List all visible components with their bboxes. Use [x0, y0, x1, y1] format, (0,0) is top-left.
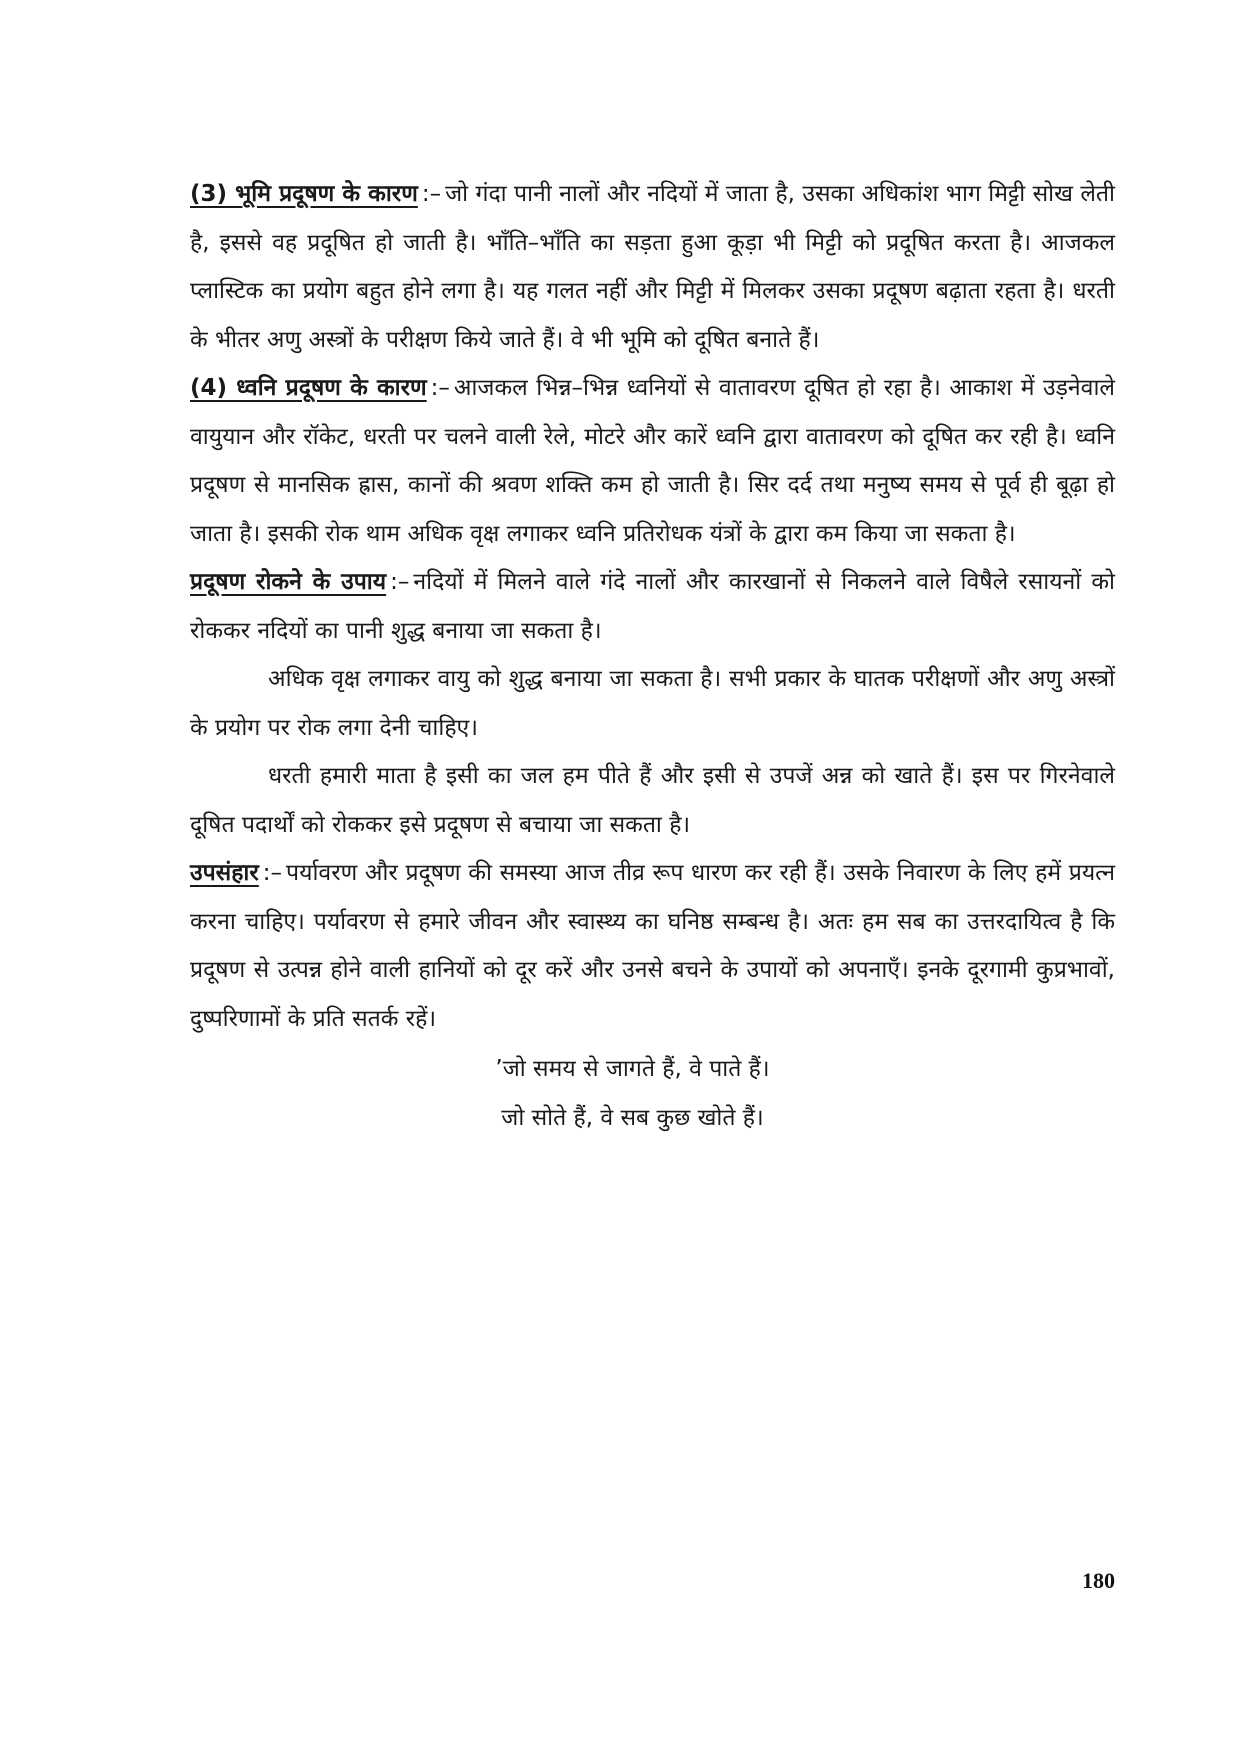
conclusion-text: पर्यावरण और प्रदूषण की समस्या आज तीव्र रूप धारण कर रही हैं। उसके निवारण के लिए हमें प्रयत्न करना चाहिए। पर्यावरण से हमारे जीवन और स्वास्थ्य का घनिष्ठ सम्बन्ध है। अतः हम सब का उत्तरदायित्व है कि प्रदूषण से उत्पन्न होने वाली हानियों को दूर करें और उनसे बचने के उपायों को अपनाएँ। इनके दूरगामी कुप्रभावों, दुष्परिणामों के प्रति सतर्क रहें।	[190, 860, 1115, 1032]
closing-couplet	[190, 1045, 1115, 1142]
prevention-text: नदियों में मिलने वाले गंदे नालों और कारखानों से निकलने वाले विषैले रसायनों को रोककर नदियों का पानी शुद्ध बनाया जा सकता है।	[190, 569, 1115, 644]
couplet-line-2: जो सोते हैं, वे सब कुछ खोते हैं।	[501, 1104, 764, 1131]
heading-separator: :–	[390, 569, 410, 595]
heading-separator: :–	[421, 181, 442, 207]
conclusion-paragraph	[190, 849, 1115, 1043]
noise-pollution-text: आजकल भिन्न–भिन्न ध्वनियों से वातावरण दूषित हो रहा है। आकाश में उड़नेवाले वायुयान और रॉकेट, धरती पर चलने वाली रेले, मोटरे और कारें ध्वनि द्वारा वातावरण को दूषित कर रही है। ध्वनि प्रदूषण से मानसिक ह्रास, कानों की श्रवण शक्ति कम हो जाती है। सिर दर्द तथा मनुष्य समय से पूर्व ही बूढ़ा हो जाता है। इसकी रोक थाम अधिक वृक्ष लगाकर ध्वनि प्रतिरोधक यंत्रों के द्वारा कम किया जा सकता है।	[190, 375, 1115, 547]
page-number: 180	[1082, 1568, 1115, 1593]
land-pollution-paragraph	[190, 170, 1115, 364]
land-pollution-heading: (3) भूमि प्रदूषण के कारण	[190, 181, 418, 207]
land-pollution-text: जो गंदा पानी नालों और नदियों में जाता है, उसका अधिकांश भाग मिट्टी सोख लेती है, इससे वह प्रदूषित हो जाती है। भाँति–भाँति का सड़ता हुआ कूड़ा भी मिट्टी को प्रदूषित करता है। आजकल प्लास्टिक का प्रयोग बहुत होने लगा है। यह गलत नहीं और मिट्टी में मिलकर उसका प्रदूषण बढ़ाता रहता है। धरती के भीतर अणु अस्त्रों के परीक्षण किये जाते हैं। वे भी भूमि को दूषित बनाते हैं।	[190, 181, 1115, 353]
prevention-paragraph-2: अधिक वृक्ष लगाकर वायु को शुद्ध बनाया जा सकता है। सभी प्रकार के घातक परीक्षणों और अणु अस्त्रों के प्रयोग पर रोक लगा देनी चाहिए।	[190, 666, 1115, 741]
prevention-paragraph	[190, 558, 1115, 655]
noise-pollution-heading: (4) ध्वनि प्रदूषण के कारण	[190, 375, 427, 401]
conclusion-heading: उपसंहार	[190, 860, 259, 886]
prevention-paragraph-3: धरती हमारी माता है इसी का जल हम पीते हैं और इसी से उपजें अन्न को खाते हैं। इस पर गिरनेवाले दूषित पदार्थों को रोककर इसे प्रदूषण से बचाया जा सकता है।	[190, 763, 1115, 838]
noise-pollution-paragraph	[190, 364, 1115, 558]
heading-separator: :–	[430, 375, 450, 401]
prevention-heading: प्रदूषण रोकने के उपाय	[190, 569, 387, 595]
heading-separator: :–	[262, 860, 283, 886]
couplet-line-1: ’जो समय से जागते हैं, वे पाते हैं।	[495, 1056, 770, 1082]
document-page	[190, 170, 1115, 1142]
